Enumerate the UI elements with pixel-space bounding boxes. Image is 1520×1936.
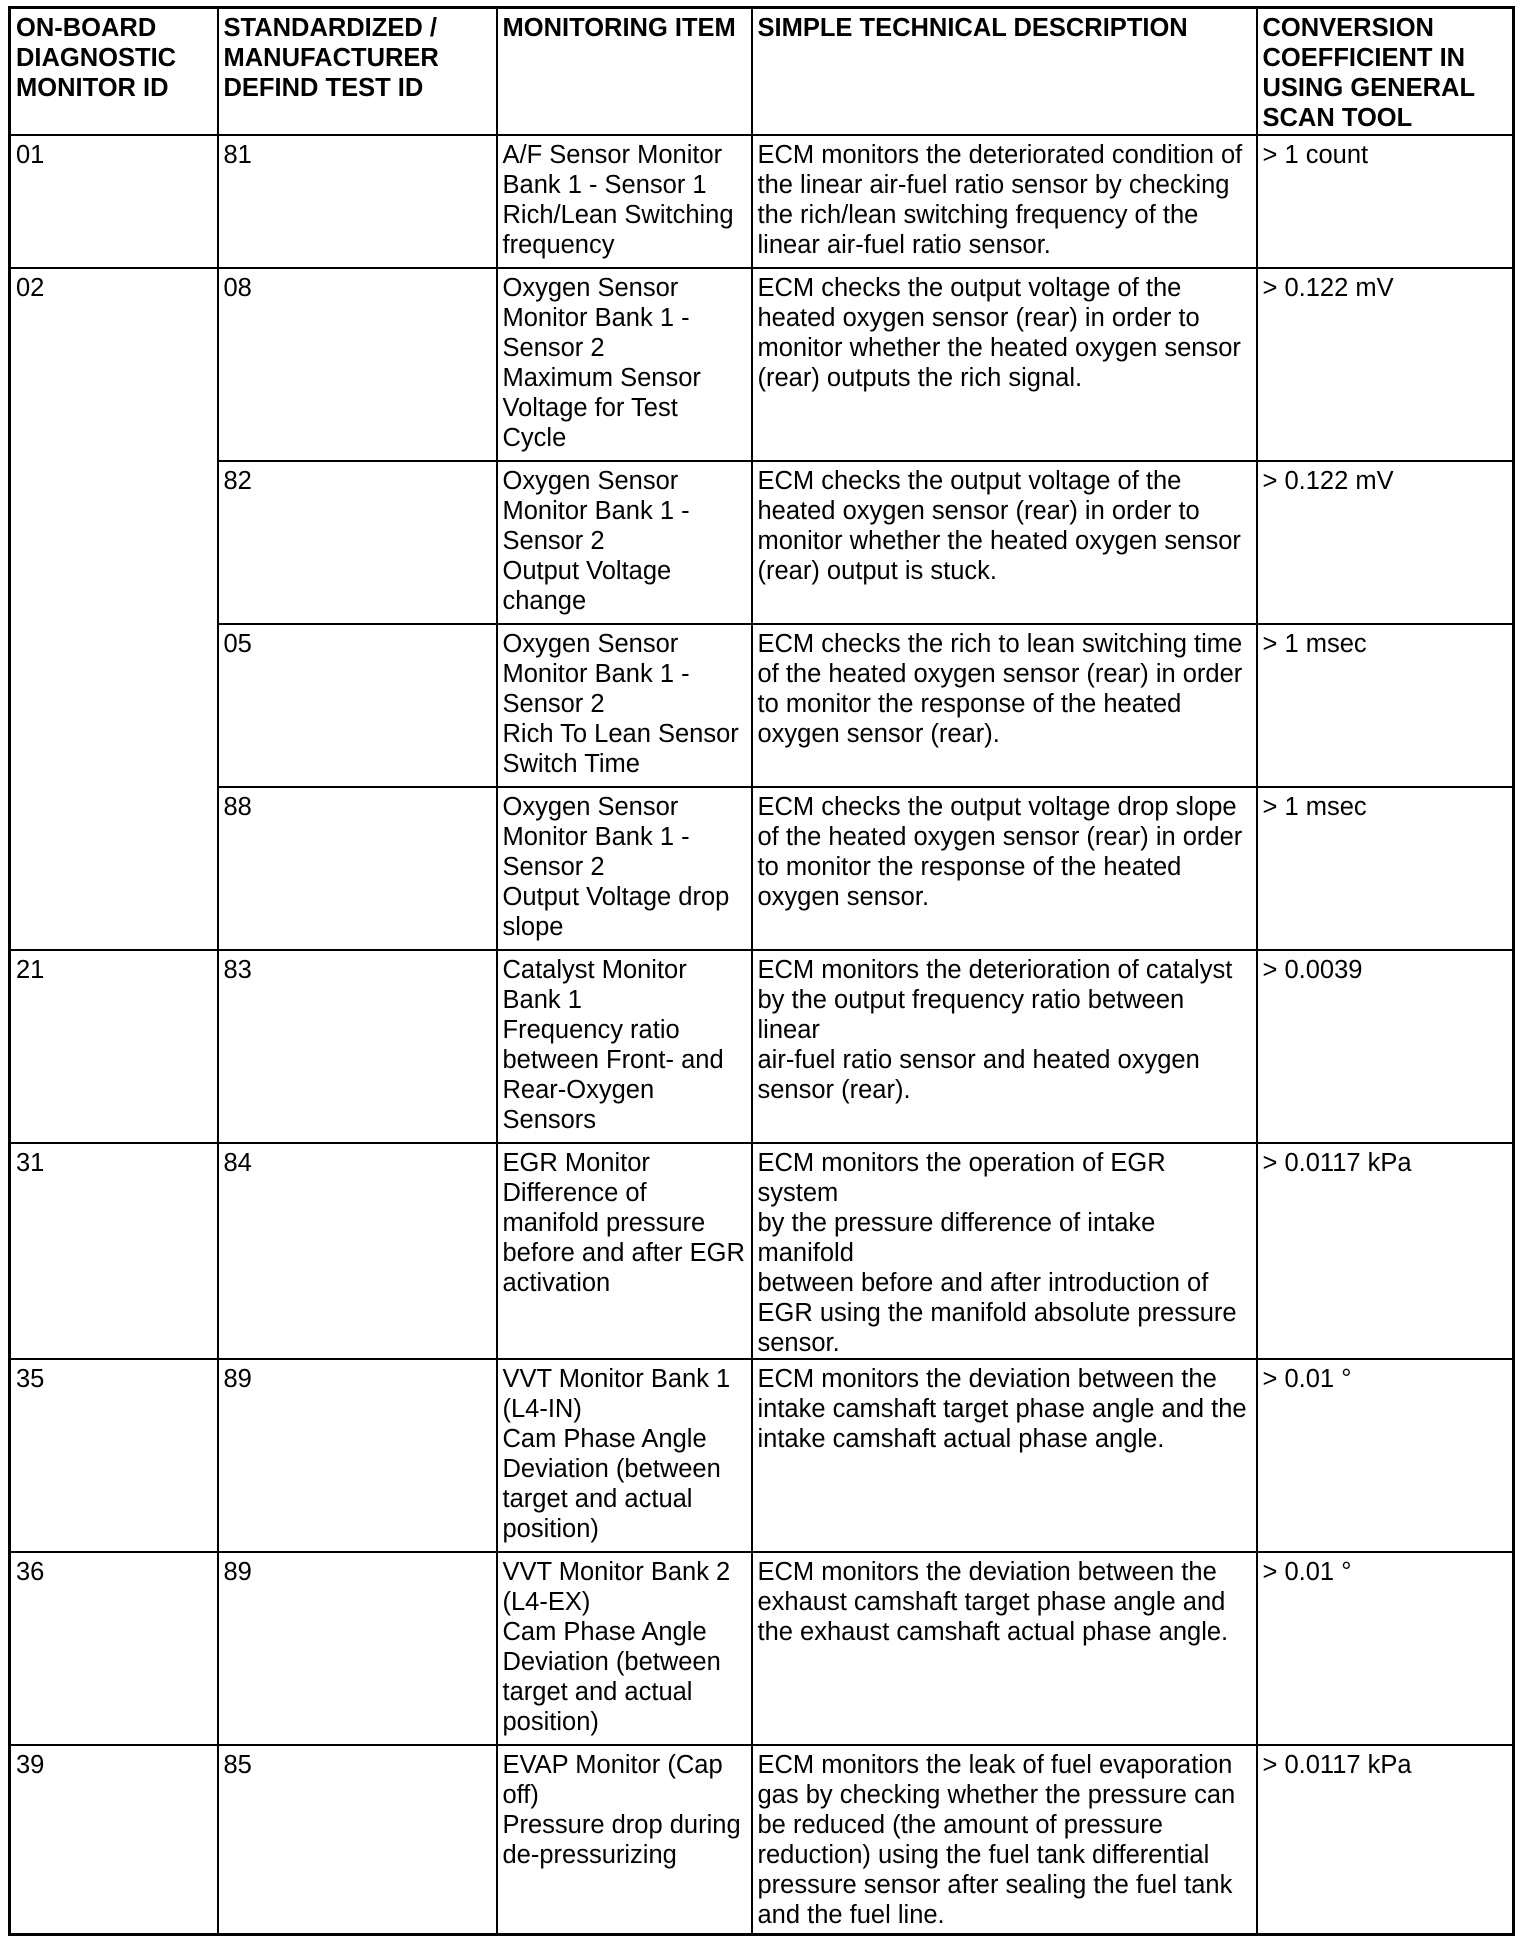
cell-coefficient: > 0.01 ° (1257, 1552, 1514, 1745)
cell-description: ECM checks the rich to lean switching time of the heated oxygen sensor (rear) in order to monitor the response of the heated oxygen sensor (rear). (752, 624, 1257, 787)
table-row (10, 135, 1514, 268)
cell-description: ECM monitors the operation of EGR system by the pressure difference of intake manifold between before and after introduction of EGR using the manifold absolute pressure sensor. (752, 1143, 1257, 1359)
header-monitoring-item: MONITORING ITEM (497, 8, 752, 135)
table-row (10, 1359, 1514, 1552)
cell-monitor-id: 01 (10, 135, 218, 268)
cell-monitor-id: 02 (10, 268, 218, 950)
header-monitor-id: ON-BOARD DIAGNOSTIC MONITOR ID (10, 8, 218, 135)
cell-test-id: 89 (218, 1552, 497, 1745)
cell-monitoring-item: VVT Monitor Bank 2 (L4-EX) Cam Phase Angle Deviation (between target and actual position) (497, 1552, 752, 1745)
cell-monitoring-item: VVT Monitor Bank 1 (L4-IN) Cam Phase Angle Deviation (between target and actual position) (497, 1359, 752, 1552)
cell-coefficient: > 0.0117 kPa (1257, 1745, 1514, 1935)
cell-test-id: 84 (218, 1143, 497, 1359)
cell-coefficient: > 1 msec (1257, 624, 1514, 787)
cell-test-id: 89 (218, 1359, 497, 1552)
cell-monitor-id: 36 (10, 1552, 218, 1745)
cell-coefficient: > 0.0039 (1257, 950, 1514, 1143)
obd-monitor-table (8, 6, 1515, 1936)
cell-coefficient: > 0.122 mV (1257, 268, 1514, 461)
table-row (10, 1745, 1514, 1935)
cell-monitoring-item: Oxygen Sensor Monitor Bank 1 - Sensor 2 Output Voltage change (497, 461, 752, 624)
cell-description: ECM monitors the deteriorated condition of the linear air-fuel ratio sensor by checking the rich/lean switching frequency of the linear air-fuel ratio sensor. (752, 135, 1257, 268)
cell-test-id: 88 (218, 787, 497, 950)
cell-test-id: 81 (218, 135, 497, 268)
cell-coefficient: > 1 count (1257, 135, 1514, 268)
cell-description: ECM monitors the deviation between the intake camshaft target phase angle and the intake camshaft actual phase angle. (752, 1359, 1257, 1552)
cell-monitoring-item: Oxygen Sensor Monitor Bank 1 - Sensor 2 Maximum Sensor Voltage for Test Cycle (497, 268, 752, 461)
table-row (10, 1552, 1514, 1745)
table-row (10, 1143, 1514, 1359)
cell-test-id: 85 (218, 1745, 497, 1935)
header-row (10, 8, 1514, 135)
table-row (10, 787, 1514, 950)
header-conversion-coefficient: CONVERSION COEFFICIENT IN USING GENERAL SCAN TOOL (1257, 8, 1514, 135)
cell-monitoring-item: A/F Sensor Monitor Bank 1 - Sensor 1 Rich/Lean Switching frequency (497, 135, 752, 268)
table-row (10, 624, 1514, 787)
cell-coefficient: > 0.122 mV (1257, 461, 1514, 624)
cell-coefficient: > 0.0117 kPa (1257, 1143, 1514, 1359)
cell-monitoring-item: EGR Monitor Difference of manifold pressure before and after EGR activation (497, 1143, 752, 1359)
cell-description: ECM checks the output voltage of the heated oxygen sensor (rear) in order to monitor whether the heated oxygen sensor (rear) outputs the rich signal. (752, 268, 1257, 461)
cell-monitor-id: 35 (10, 1359, 218, 1552)
cell-description: ECM checks the output voltage drop slope of the heated oxygen sensor (rear) in order to monitor the response of the heated oxygen sensor. (752, 787, 1257, 950)
header-test-id: STANDARDIZED / MANUFACTURER DEFIND TEST ID (218, 8, 497, 135)
cell-test-id: 08 (218, 268, 497, 461)
cell-test-id: 82 (218, 461, 497, 624)
cell-monitoring-item: Oxygen Sensor Monitor Bank 1 - Sensor 2 Rich To Lean Sensor Switch Time (497, 624, 752, 787)
cell-monitor-id: 31 (10, 1143, 218, 1359)
cell-description: ECM checks the output voltage of the heated oxygen sensor (rear) in order to monitor whether the heated oxygen sensor (rear) output is stuck. (752, 461, 1257, 624)
cell-monitoring-item: EVAP Monitor (Cap off) Pressure drop during de-pressurizing (497, 1745, 752, 1935)
cell-description: ECM monitors the leak of fuel evaporation gas by checking whether the pressure can be reduced (the amount of pressure reduction) using the fuel tank differential pressure sensor after sealing the fuel tank and the fuel line. (752, 1745, 1257, 1935)
cell-monitor-id: 21 (10, 950, 218, 1143)
cell-coefficient: > 1 msec (1257, 787, 1514, 950)
cell-monitor-id: 39 (10, 1745, 218, 1935)
cell-coefficient: > 0.01 ° (1257, 1359, 1514, 1552)
header-description: SIMPLE TECHNICAL DESCRIPTION (752, 8, 1257, 135)
table-row (10, 950, 1514, 1143)
cell-test-id: 83 (218, 950, 497, 1143)
table-row (10, 461, 1514, 624)
cell-monitoring-item: Catalyst Monitor Bank 1 Frequency ratio between Front- and Rear-Oxygen Sensors (497, 950, 752, 1143)
cell-description: ECM monitors the deterioration of catalyst by the output frequency ratio between linear air-fuel ratio sensor and heated oxygen sensor (rear). (752, 950, 1257, 1143)
cell-description: ECM monitors the deviation between the exhaust camshaft target phase angle and the exhaust camshaft actual phase angle. (752, 1552, 1257, 1745)
cell-monitoring-item: Oxygen Sensor Monitor Bank 1 - Sensor 2 Output Voltage drop slope (497, 787, 752, 950)
cell-test-id: 05 (218, 624, 497, 787)
table-row (10, 268, 1514, 461)
